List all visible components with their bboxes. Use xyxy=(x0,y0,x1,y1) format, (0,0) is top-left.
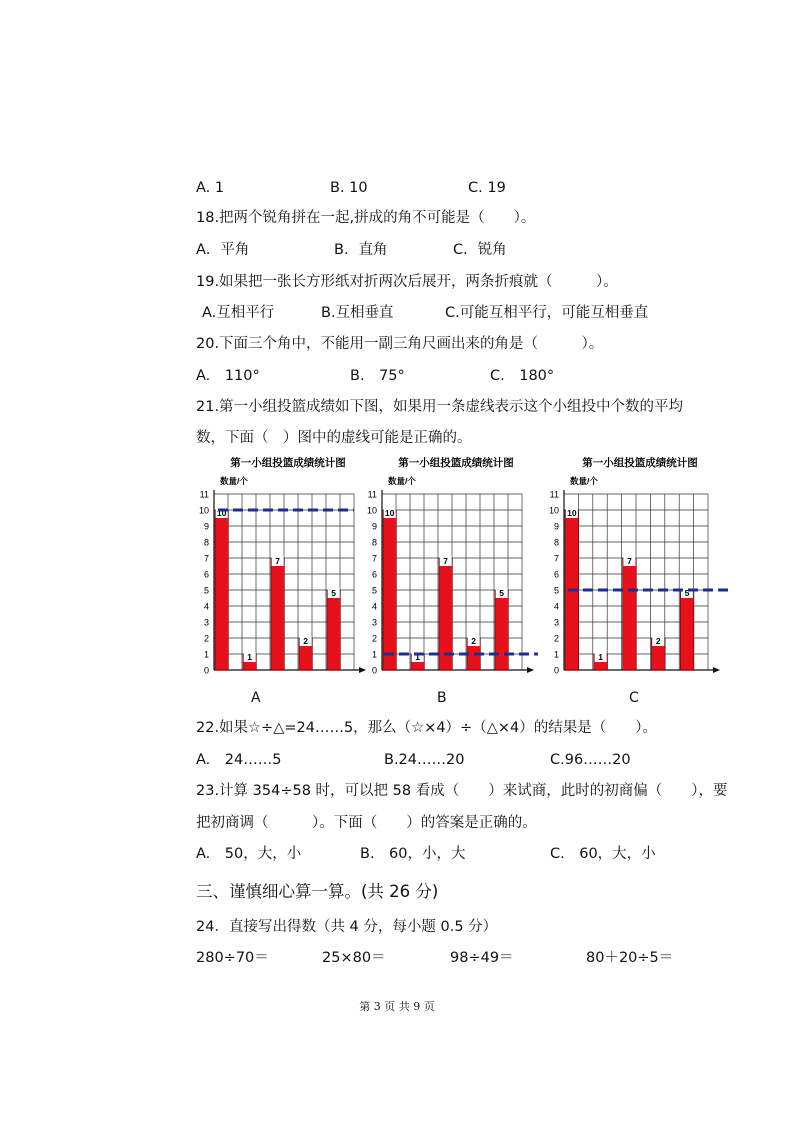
q23-stem-line2: 把初商调（ ）。下面（ ）的答案是正确的。 xyxy=(196,815,537,831)
q20-stem: 20.下面三个角中，不能用一副三角尺画出来的角是（ ）。 xyxy=(196,336,604,352)
x-axis-arrow xyxy=(527,667,534,673)
bar-value-label: 10 xyxy=(384,508,395,518)
q23-option-a: A. 50，大，小 xyxy=(196,846,302,862)
y-tick-label: 1 xyxy=(371,649,377,660)
q22-stem: 22.如果☆÷△=24……5，那么（☆×4）÷（△×4）的结果是（ ）。 xyxy=(196,720,657,736)
chart-title: 第一小组投篮成绩统计图 xyxy=(582,457,698,469)
y-axis-label: 数量/个 xyxy=(388,476,416,486)
q21-stem-line1: 21.第一小组投篮成绩如下图，如果用一条虚线表示这个小组投中个数的平均 xyxy=(196,399,684,415)
y-tick-label: 0 xyxy=(203,665,209,676)
q18-option-b: B．直角 xyxy=(334,242,388,258)
y-axis-label: 数量/个 xyxy=(220,476,248,486)
x-axis-arrow xyxy=(713,667,720,673)
y-tick-label: 9 xyxy=(553,521,559,532)
section-3-title: 三、谨慎细心算一算。(共 26 分) xyxy=(196,882,439,901)
y-tick-label: 0 xyxy=(371,665,377,676)
y-tick-label: 6 xyxy=(203,569,209,580)
y-tick-label: 2 xyxy=(553,633,559,644)
q24-item-1: 280÷70＝ xyxy=(196,950,269,966)
y-tick-label: 11 xyxy=(549,489,559,500)
bar-value-label: 1 xyxy=(415,652,421,662)
bar-value-label: 7 xyxy=(443,556,449,566)
q19-option-c: C.可能互相平行，可能互相垂直 xyxy=(445,305,649,321)
q22-option-b: B.24……20 xyxy=(384,752,465,768)
y-tick-label: 11 xyxy=(199,489,209,500)
bar-value-label: 1 xyxy=(247,652,253,662)
q20-option-a: A. 110° xyxy=(196,368,260,384)
q20-option-b: B. 75° xyxy=(350,368,405,384)
y-tick-label: 4 xyxy=(371,601,377,612)
bar-chart-b xyxy=(366,450,541,682)
bar xyxy=(680,590,694,670)
bar-chart-c xyxy=(548,450,730,682)
chart-a-label: A xyxy=(251,690,261,706)
q19-option-a: A.互相平行 xyxy=(202,305,275,321)
bar xyxy=(215,510,228,670)
chart-title: 第一小组投篮成绩统计图 xyxy=(398,457,514,469)
y-tick-label: 8 xyxy=(553,537,559,548)
y-tick-label: 7 xyxy=(203,553,209,564)
bar-value-label: 7 xyxy=(275,556,281,566)
y-tick-label: 7 xyxy=(553,553,559,564)
q22-option-a: A. 24……5 xyxy=(196,752,282,768)
bar-value-label: 5 xyxy=(499,588,505,598)
y-tick-label: 5 xyxy=(203,585,209,596)
y-tick-label: 6 xyxy=(371,569,377,580)
q24-item-4: 80＋20÷5＝ xyxy=(586,950,674,966)
bar-value-label: 2 xyxy=(303,636,309,646)
bar-value-label: 2 xyxy=(471,636,477,646)
chart-c-label: C xyxy=(629,690,639,706)
y-tick-label: 10 xyxy=(198,505,209,516)
y-tick-label: 4 xyxy=(203,601,209,612)
bar-value-label: 10 xyxy=(567,508,577,518)
bar xyxy=(495,590,508,670)
bar xyxy=(271,558,284,670)
y-tick-label: 3 xyxy=(371,617,377,628)
y-tick-label: 9 xyxy=(371,521,377,532)
q24-item-2: 25×80＝ xyxy=(322,950,386,966)
q19-stem: 19.如果把一张长方形纸对折两次后展开，两条折痕就（ ）。 xyxy=(196,274,618,290)
chart-title: 第一小组投篮成绩统计图 xyxy=(230,457,346,469)
y-tick-label: 9 xyxy=(203,521,209,532)
bar-value-label: 7 xyxy=(627,556,632,566)
y-tick-label: 7 xyxy=(371,553,377,564)
bar xyxy=(327,590,340,670)
y-tick-label: 5 xyxy=(553,585,559,596)
y-tick-label: 11 xyxy=(367,489,377,500)
q24-stem: 24．直接写出得数（共 4 分，每小题 0.5 分） xyxy=(196,919,498,935)
y-tick-label: 6 xyxy=(553,569,559,580)
bar-value-label: 10 xyxy=(216,508,227,518)
page-footer: 第 3 页 共 9 页 xyxy=(359,1000,435,1013)
q17-option-c: C. 19 xyxy=(468,180,506,196)
q23-stem-line1: 23.计算 354÷58 时，可以把 58 看成（ ）来试商，此时的初商偏（ ），要 xyxy=(196,783,728,799)
y-tick-label: 0 xyxy=(553,665,559,676)
y-tick-label: 4 xyxy=(553,601,559,612)
bar-value-label: 5 xyxy=(684,588,690,598)
q21-stem-line2: 数，下面（ ）图中的虚线可能是正确的。 xyxy=(196,430,472,446)
y-tick-label: 3 xyxy=(203,617,209,628)
y-tick-label: 5 xyxy=(371,585,377,596)
q22-option-c: C.96……20 xyxy=(550,752,631,768)
y-tick-label: 3 xyxy=(553,617,559,628)
q18-stem: 18.把两个锐角拼在一起,拼成的角不可能是（ ）。 xyxy=(196,210,536,226)
y-tick-label: 2 xyxy=(203,633,209,644)
y-tick-label: 8 xyxy=(203,537,209,548)
q17-option-b: B. 10 xyxy=(330,180,368,196)
bar-chart-a xyxy=(196,450,366,682)
y-tick-label: 10 xyxy=(366,505,377,516)
y-tick-label: 1 xyxy=(203,649,209,660)
q19-option-b: B.互相垂直 xyxy=(321,305,394,321)
bar-value-label: 1 xyxy=(598,652,604,662)
q24-item-3: 98÷49＝ xyxy=(450,950,514,966)
y-tick-label: 1 xyxy=(553,649,559,660)
q18-option-a: A．平角 xyxy=(196,242,250,258)
q23-option-c: C. 60，大，小 xyxy=(550,846,656,862)
bar xyxy=(383,510,396,670)
y-axis-label: 数量/个 xyxy=(570,476,598,486)
y-tick-label: 2 xyxy=(371,633,377,644)
bar xyxy=(623,558,637,670)
x-axis-arrow xyxy=(359,667,366,673)
y-tick-label: 10 xyxy=(548,505,559,516)
q23-option-b: B. 60，小，大 xyxy=(360,846,466,862)
y-tick-label: 8 xyxy=(371,537,377,548)
chart-b-label: B xyxy=(437,690,447,706)
bar-value-label: 2 xyxy=(655,636,661,646)
q18-option-c: C．锐角 xyxy=(453,242,507,258)
q20-option-c: C. 180° xyxy=(490,368,555,384)
q17-option-a: A. 1 xyxy=(196,180,225,196)
bar-value-label: 5 xyxy=(331,588,337,598)
